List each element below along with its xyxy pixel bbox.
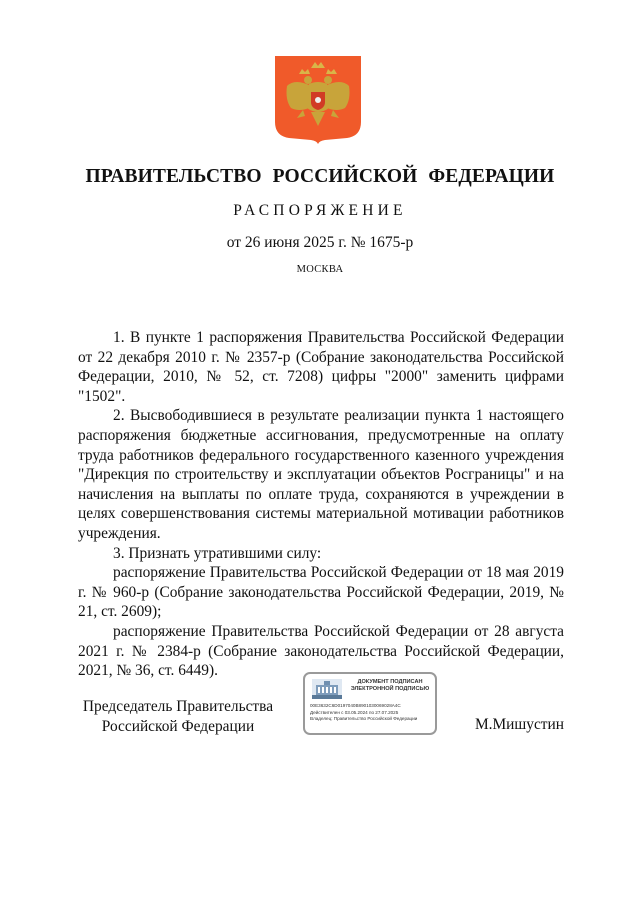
repealed-order-1: распоряжение Правительства Российской Федерации от 18 мая 2019 г. № 960-р (Собрание законодательства Российской Федерации, 2019, № 21, ст. 2609); bbox=[78, 564, 564, 621]
paragraph-3: 3. Признать утратившими силу: bbox=[113, 544, 322, 562]
government-title: ПРАВИТЕЛЬСТВО РОССИЙСКОЙ ФЕДЕРАЦИИ bbox=[85, 166, 555, 187]
repealed-order-2: распоряжение Правительства Российской Федерации от 28 августа 2021 г. № 2384-р (Собрание законодательства Российской Федерации, 2021, № 36, ст. 6449). bbox=[78, 622, 564, 680]
document-type: РАСПОРЯЖЕНИЕ bbox=[233, 202, 407, 219]
government-building-icon bbox=[312, 679, 342, 699]
stamp-validity: Действителен с 03.05.2024 по 27.07.2025 bbox=[310, 710, 399, 715]
coat-of-arms-icon bbox=[275, 56, 361, 144]
position-line-1: Председатель Правительства bbox=[82, 698, 274, 715]
position-line-2: Российской Федерации bbox=[101, 717, 255, 735]
document-body bbox=[78, 328, 564, 681]
signatory-position bbox=[78, 697, 278, 736]
document-city: МОСКВА bbox=[296, 264, 344, 275]
stamp-certificate: 00E3632C6D0197040B8901030069028A4C bbox=[310, 703, 401, 708]
document-date-number: от 26 июня 2025 г. № 1675-р bbox=[226, 234, 414, 251]
signatory-name: М.Мишустин bbox=[474, 716, 564, 733]
electronic-signature-stamp bbox=[303, 672, 437, 735]
stamp-heading: ДОКУМЕНТ ПОДПИСАН ЭЛЕКТРОННОЙ ПОДПИСЬЮ bbox=[350, 679, 430, 692]
stamp-owner: Владелец: Правительство Российской Федерации bbox=[310, 716, 418, 721]
paragraph-1: 1. В пункте 1 распоряжения Правительства Российской Федерации от 22 декабря 2010 г. № 2357-р (Собрание законодательства Российской Федерации, 2010, № 52, ст. 7208) цифры "2000" заменить цифрами "1502". bbox=[78, 329, 564, 405]
paragraph-2: 2. Высвободившиеся в результате реализации пункта 1 настоящего распоряжения бюджетные ассигнования, предусмотренные на оплату труда работников федерального государственного казенного учреждения "Дирекция по строительству и эксплуатации объектов Росграницы" и на начисления на выплаты по оплате труда, сохраняются в учреждении в целях совершенствования системы материальной мотивации работников учреждения. bbox=[78, 407, 564, 542]
